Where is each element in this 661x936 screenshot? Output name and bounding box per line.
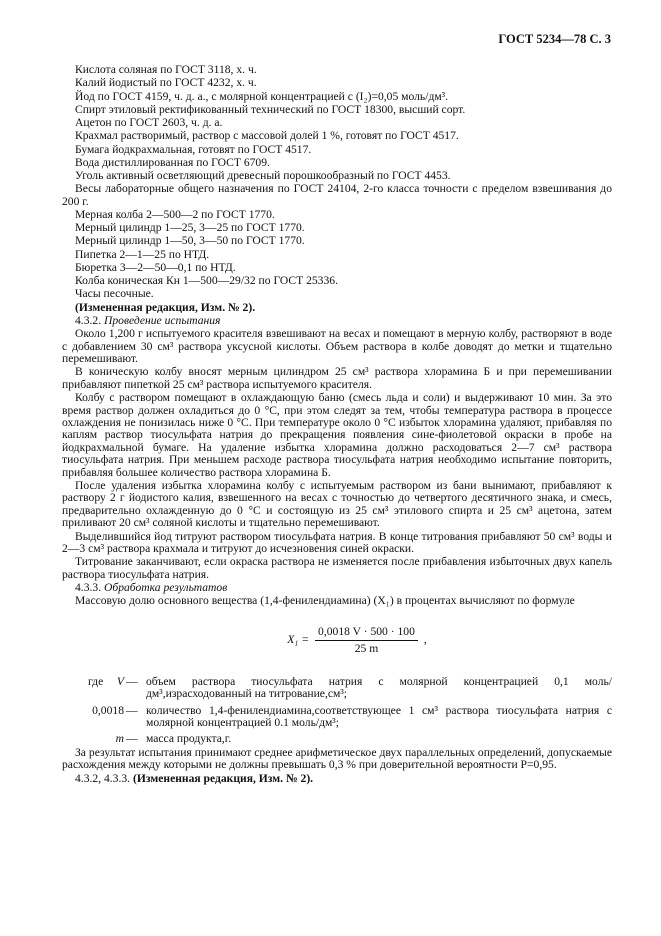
page-header: ГОСТ 5234—78 С. 3 <box>498 32 611 46</box>
list-item: Вода дистиллированная по ГОСТ 6709. <box>75 155 270 169</box>
legend-symbol: 0,0018 <box>92 703 124 717</box>
legend-row <box>62 705 612 730</box>
list-item: Колба коническая Кн 1—500—29/32 по ГОСТ 25336. <box>75 274 338 288</box>
legend-row <box>62 676 612 701</box>
paragraph: Около 1,200 г испытуемого красителя взвешивают на весах и помещают в мерную колбу, растворяют в воде с добавлением 30 см³ раствора уксусной кислоты. Объем раствора в колбе доводят до метки и тщательно перемешивают. <box>62 327 612 366</box>
list-item: Мерный цилиндр 1—50, 3—50 по ГОСТ 1770. <box>75 234 305 248</box>
paragraph: Колбу с раствором помещают в охлаждающую баню (смесь льда и соли) и выдерживают 10 мин. За это время раствор должен охладиться до 0 °С, при этом следят за тем, чтобы температура раствора в процессе охлаждения не понизилась ниже 0 °С. При температуре около 0 °С избыток хлорамина удаляют, прибавляя по каплям раствор тиосульфата натрия до прекращения появления сине-фиолетовой окраски в пробе на йодкрахмальной бумаге. На удаление избытка хлорамина должно расходоваться 2—7 см³ раствора тиосульфата натрия. При меньшем расходе раствора тиосульфата натрия необходимо испытание повторить, прибавляя большее количество раствора хлорамина Б. <box>62 391 612 479</box>
formula <box>102 626 612 656</box>
where-label: где <box>88 674 104 688</box>
paragraph: В коническую колбу вносят мерным цилиндром 25 см³ раствора хлорамина Б и при перемешивании прибавляют пипеткой 25 см³ раствора испытуемого красителя. <box>62 365 612 391</box>
section-title: Проведение испытания <box>104 313 221 327</box>
list-item: Спирт этиловый ректификованный технический по ГОСТ 18300, высший сорт. <box>75 102 466 116</box>
formula-lhs: X₁ = <box>287 633 310 647</box>
list-item: Бумага йодкрахмальная, готовят по ГОСТ 4517. <box>75 142 312 156</box>
dash: — <box>126 674 138 688</box>
amendment-note <box>62 773 612 785</box>
section-number: 4.3.3. <box>75 581 102 595</box>
list-item: Мерная колба 2—500—2 по ГОСТ 1770. <box>75 207 275 221</box>
paragraph: Выделившийся йод титруют раствором тиосульфата натрия. В конце титрования прибавляют 50 см³ воды и 2—3 см³ раствора крахмала и титруют до исчезновения синей окраски. <box>62 529 612 556</box>
legend-symbol: V <box>116 674 124 688</box>
amendment-note: (Измененная редакция, Изм. № 2). <box>75 300 256 314</box>
list-item: Весы лабораторные общего назначения по ГОСТ 24104, 2-го класса точности с пределом взвешивания до 200 г. <box>62 182 612 208</box>
legend-text: количество 1,4-фенилендиамина,соответствующее 1 см³ раствора тиосульфата натрия с молярной концентрацией 0.1 моль/дм³; <box>146 703 612 730</box>
list-item: Уголь активный осветляющий древесный порошкообразный по ГОСТ 4453. <box>75 169 451 182</box>
list-item: Йод по ГОСТ 4159, ч. д. а., с молярной концентрацией c (I₂)=0,05 моль/дм³. <box>75 89 449 103</box>
list-item: Ацетон по ГОСТ 2603, ч. д. а. <box>75 116 223 129</box>
section-number: 4.3.2. <box>75 313 102 327</box>
paragraph: Титрование заканчивают, если окраска раствора не изменяется после прибавления избыточных двух капель раствора тиосульфата натрия. <box>62 555 612 581</box>
legend-text: объем раствора тиосульфата натрия с молярной концентрацией 0,1 моль/дм³,израсходованный на титрование,см³; <box>146 674 612 701</box>
list-item: Часы песочные. <box>75 287 154 301</box>
formula-tail: , <box>423 633 427 647</box>
amendment-ref: 4.3.2, 4.3.3. <box>75 771 131 785</box>
list-item: Калий йодистый по ГОСТ 4232, х. ч. <box>75 76 257 90</box>
legend-symbol: m <box>115 732 124 746</box>
list-item: Мерный цилиндр 1—25, 3—25 по ГОСТ 1770. <box>75 221 305 235</box>
amendment-text: (Измененная редакция, Изм. № 2). <box>132 771 314 785</box>
list-item: Пипетка 2—1—25 по НТД. <box>75 247 210 261</box>
section-heading-4-3-2 <box>62 315 612 327</box>
formula-denominator: 25 m <box>354 642 379 656</box>
list-item: Кислота соляная по ГОСТ 3118, х. ч. <box>75 63 257 76</box>
formula-legend <box>62 676 612 746</box>
paragraph: После удаления избытка хлорамина колбу с испытуемым раствором из бани вынимают, прибавляют к раствору 2 г йодистого калия, взвешенного на весах с точностью до четвертого десятичного знака, и смесь, предварительно охлажденную до 0 °С и состоящую из 25 см³ этилового спирта и 25 см³ ацетона, затем приливают 20 см³ соляной кислоты и тщательно перемешивают. <box>62 479 612 530</box>
legend-text: масса продукта,г. <box>146 732 232 746</box>
reagents-list <box>62 64 612 301</box>
document-body <box>62 64 612 786</box>
paragraph: За результат испытания принимают среднее арифметическое двух параллельных определений, допускаемые расхождения между которыми не должны превышать 0,3 % при доверительной вероятности P=0,95. <box>62 745 612 772</box>
list-item: Крахмал растворимый, раствор с массовой долей 1 %, готовят по ГОСТ 4517. <box>75 129 459 143</box>
legend-row <box>62 733 612 745</box>
formula-numerator: 0,0018 V · 500 · 100 <box>315 626 418 641</box>
section-heading-4-3-3 <box>62 582 612 594</box>
section-title: Обработка результатов <box>104 581 228 595</box>
dash: — <box>126 732 138 746</box>
list-item: Бюретка 3—2—50—0,1 по НТД. <box>75 260 236 274</box>
formula-fraction <box>315 626 418 656</box>
paragraph: Массовую долю основного вещества (1,4-фенилендиамина) (X₁) в процентах вычисляют по формуле <box>75 594 575 608</box>
dash: — <box>126 703 138 717</box>
